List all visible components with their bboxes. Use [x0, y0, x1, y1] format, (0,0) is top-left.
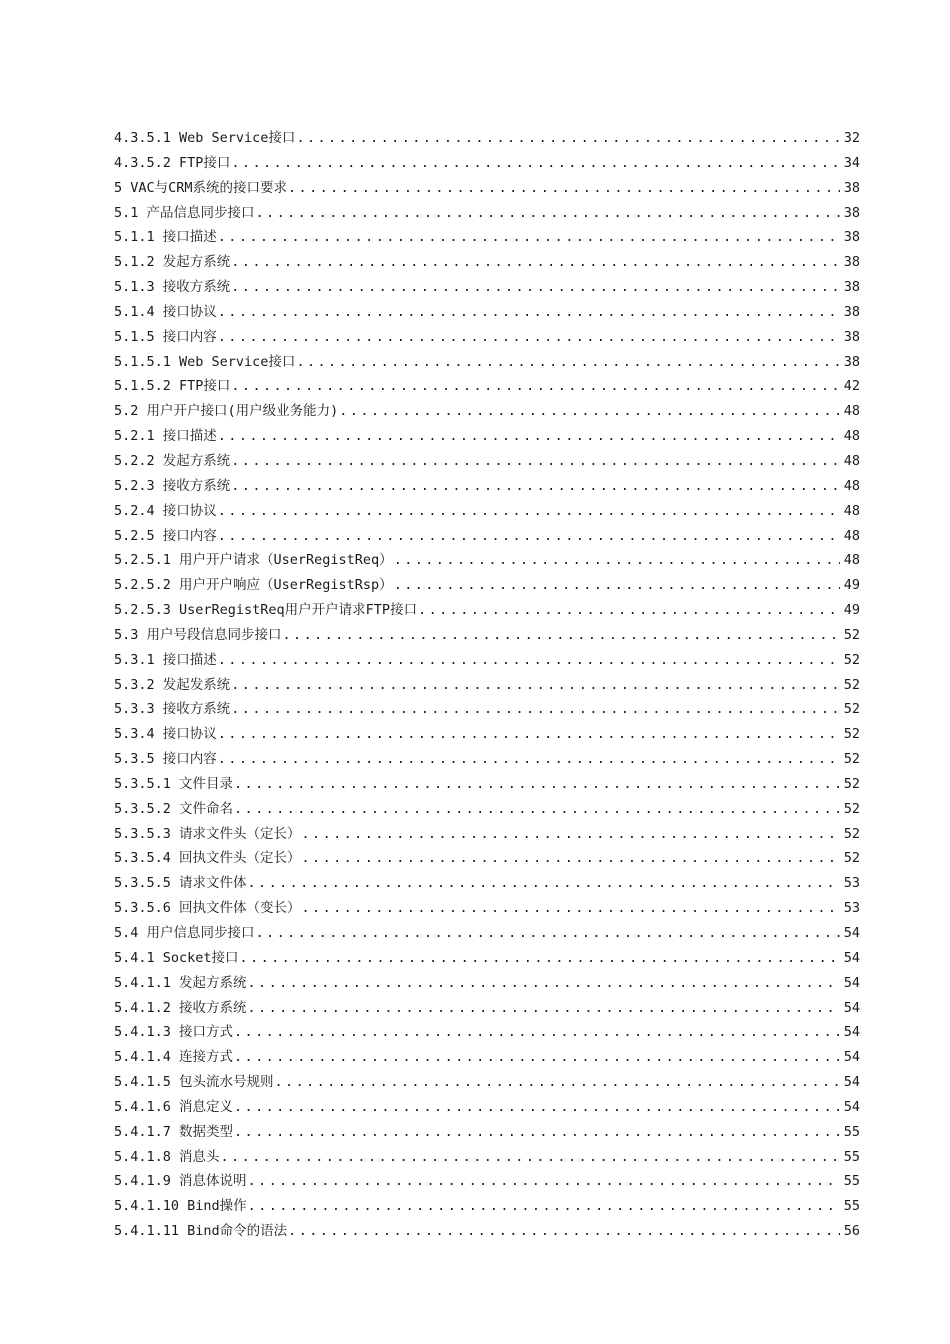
- toc-entry-title: 5.3.5.4 回执文件头（定长）: [114, 850, 301, 867]
- toc-entry-title: 5.2.5.3 UserRegistReq用户开户请求FTP接口: [114, 602, 418, 619]
- toc-entry[interactable]: [114, 524, 860, 549]
- toc-entry[interactable]: [114, 1045, 860, 1070]
- toc-leader-dots: [418, 598, 840, 623]
- toc-entry-page: 55: [843, 1173, 860, 1190]
- toc-entry[interactable]: [114, 921, 860, 946]
- toc-leader-dots: [218, 300, 840, 325]
- toc-entry-page: 52: [843, 626, 860, 643]
- toc-entry-title: 5.4 用户信息同步接口: [114, 925, 255, 941]
- toc-leader-dots: [231, 474, 840, 499]
- toc-entry-page: 54: [843, 999, 860, 1016]
- toc-entry-page: 54: [843, 1074, 860, 1091]
- toc-entry-title: 5.2.3 接收方系统: [114, 477, 231, 494]
- toc-entry-title: 5.3.3 接收方系统: [114, 701, 231, 718]
- toc-entry[interactable]: [114, 747, 860, 772]
- toc-entry-title: 5.2.2 发起方系统: [114, 452, 231, 469]
- toc-leader-dots: [302, 896, 840, 921]
- toc-entry-title: 5.1.4 接口协议: [114, 303, 217, 320]
- toc-entry-title: 5.3.5.6 回执文件体（变长）: [114, 900, 301, 917]
- toc-leader-dots: [394, 573, 840, 598]
- toc-leader-dots: [248, 996, 840, 1021]
- toc-entry-title: 5.4.1.3 接口方式: [114, 1024, 234, 1041]
- toc-leader-dots: [248, 1169, 840, 1194]
- toc-entry-title: 5.1.1 接口描述: [114, 229, 217, 246]
- toc-leader-dots: [248, 971, 840, 996]
- toc-leader-dots: [218, 499, 840, 524]
- toc-entry[interactable]: [114, 548, 860, 573]
- toc-leader-dots: [221, 1145, 840, 1170]
- toc-entry-title: 5.2.5 接口内容: [114, 527, 217, 544]
- toc-entry-page: 52: [843, 651, 860, 668]
- toc-entry-page: 48: [843, 452, 860, 469]
- toc-entry-page: 52: [843, 800, 860, 817]
- toc-entry-page: 38: [843, 279, 860, 296]
- toc-leader-dots: [234, 1045, 840, 1070]
- toc-entry-page: 54: [843, 1024, 860, 1041]
- toc-entry-page: 52: [843, 701, 860, 718]
- toc-leader-dots: [231, 250, 840, 275]
- toc-entry-page: 52: [843, 726, 860, 743]
- toc-entry-page: 48: [843, 428, 860, 445]
- toc-entry[interactable]: [114, 846, 860, 871]
- toc-entry-page: 56: [843, 1223, 860, 1240]
- toc-entry-title: 5.1.5 接口内容: [114, 328, 217, 345]
- toc-leader-dots: [302, 846, 840, 871]
- toc-entry-title: 5.4.1.5 包头流水号规则: [114, 1074, 274, 1091]
- toc-leader-dots: [218, 424, 840, 449]
- toc-entry-title: 5.3.5.1 文件目录: [114, 775, 234, 792]
- toc-entry-page: 38: [843, 353, 860, 370]
- toc-entry-title: 5.3.4 接口协议: [114, 726, 217, 743]
- toc-entry-title: 5.4.1.9 消息体说明: [114, 1173, 247, 1190]
- toc-entry[interactable]: [114, 946, 860, 971]
- toc-entry-title: 5.4.1.4 连接方式: [114, 1049, 234, 1066]
- toc-entry-title: 5.3.5.5 请求文件体: [114, 875, 247, 892]
- toc-entry-title: 5.3.2 发起发系统: [114, 676, 231, 693]
- toc-leader-dots: [248, 871, 840, 896]
- toc-entry-page: 53: [843, 875, 860, 892]
- toc-entry-page: 38: [843, 204, 860, 221]
- toc-entry-page: 55: [843, 1198, 860, 1215]
- toc-entry[interactable]: [114, 474, 860, 499]
- toc-entry-page: 52: [843, 775, 860, 792]
- toc-entry-page: 54: [843, 949, 860, 966]
- toc-leader-dots: [234, 772, 840, 797]
- toc-entry[interactable]: [114, 300, 860, 325]
- toc-leader-dots: [231, 151, 840, 176]
- toc-leader-dots: [231, 374, 840, 399]
- toc-entry[interactable]: [114, 1095, 860, 1120]
- toc-entry[interactable]: [114, 822, 860, 847]
- toc-entry[interactable]: [114, 1070, 860, 1095]
- toc-entry-title: 5.2 用户开户接口(用户级业务能力): [114, 403, 339, 420]
- toc-entry[interactable]: [114, 598, 860, 623]
- toc-entry[interactable]: [114, 374, 860, 399]
- toc-entry-page: 48: [843, 403, 860, 420]
- toc-entry-page: 54: [843, 974, 860, 991]
- toc-leader-dots: [218, 325, 840, 350]
- toc-entry-title: 5.3.5.2 文件命名: [114, 800, 234, 817]
- toc-leader-dots: [218, 225, 840, 250]
- toc-entry-page: 54: [843, 1098, 860, 1115]
- toc-entry[interactable]: [114, 1120, 860, 1145]
- toc-entry-title: 5.4.1.2 接收方系统: [114, 999, 247, 1016]
- toc-entry-title: 5.2.5.1 用户开户请求（UserRegistReq）: [114, 552, 393, 569]
- toc-leader-dots: [218, 648, 840, 673]
- toc-leader-dots: [288, 176, 840, 201]
- toc-entry[interactable]: [114, 151, 860, 176]
- toc-entry[interactable]: [114, 996, 860, 1021]
- toc-entry-title: 5.3.5 接口内容: [114, 751, 217, 768]
- toc-entry[interactable]: [114, 797, 860, 822]
- toc-entry[interactable]: [114, 1169, 860, 1194]
- toc-entry[interactable]: [114, 1020, 860, 1045]
- toc-entry[interactable]: [114, 673, 860, 698]
- toc-leader-dots: [234, 1020, 840, 1045]
- toc-entry[interactable]: [114, 424, 860, 449]
- toc-entry-title: 5.4.1.11 Bind命令的语法: [114, 1223, 288, 1240]
- toc-leader-dots: [288, 1219, 840, 1244]
- toc-entry[interactable]: [114, 573, 860, 598]
- toc-entry[interactable]: [114, 1194, 860, 1219]
- toc-entry[interactable]: [114, 1145, 860, 1170]
- toc-entry-page: 53: [843, 900, 860, 917]
- toc-leader-dots: [296, 126, 840, 151]
- toc-entry-title: 5.1.5.1 Web Service接口: [114, 353, 296, 370]
- toc-leader-dots: [275, 1070, 840, 1095]
- toc-entry-title: 5.3 用户号段信息同步接口: [114, 626, 282, 643]
- toc-entry[interactable]: [114, 225, 860, 250]
- toc-entry-page: 54: [843, 1049, 860, 1066]
- toc-entry-title: 5.3.1 接口描述: [114, 651, 217, 668]
- toc-leader-dots: [339, 399, 840, 424]
- toc-entry-title: 5.4.1 Socket接口: [114, 949, 239, 966]
- toc-leader-dots: [231, 275, 840, 300]
- toc-leader-dots: [231, 697, 840, 722]
- toc-entry[interactable]: [114, 126, 860, 151]
- toc-entry-page: 54: [843, 925, 860, 941]
- toc-entry[interactable]: [114, 275, 860, 300]
- toc-entry-page: 55: [843, 1123, 860, 1140]
- toc-entry-page: 55: [843, 1148, 860, 1165]
- toc-leader-dots: [218, 747, 840, 772]
- toc-entry-title: 5.1.5.2 FTP接口: [114, 378, 231, 395]
- toc-entry-title: 5.2.5.2 用户开户响应（UserRegistRsp）: [114, 577, 393, 594]
- toc-entry-page: 52: [843, 751, 860, 768]
- toc-entry-page: 52: [843, 850, 860, 867]
- toc-entry-page: 38: [843, 179, 860, 196]
- toc-entry-title: 5.1.3 接收方系统: [114, 279, 231, 296]
- toc-leader-dots: [394, 548, 840, 573]
- toc-entry-title: 4.3.5.1 Web Service接口: [114, 130, 296, 146]
- toc-leader-dots: [302, 822, 840, 847]
- toc-entry[interactable]: [114, 399, 860, 424]
- toc-entry-title: 5.4.1.10 Bind操作: [114, 1198, 247, 1215]
- toc-entry-page: 34: [843, 154, 860, 171]
- toc-entry[interactable]: [114, 250, 860, 275]
- toc-leader-dots: [218, 722, 840, 747]
- toc-entry[interactable]: [114, 648, 860, 673]
- toc-leader-dots: [234, 1095, 840, 1120]
- toc-entry[interactable]: [114, 623, 860, 648]
- table-of-contents: [114, 126, 860, 1244]
- toc-entry[interactable]: [114, 350, 860, 375]
- toc-entry-title: 5.4.1.8 消息头: [114, 1148, 220, 1165]
- toc-entry-page: 38: [843, 303, 860, 320]
- toc-leader-dots: [248, 1194, 840, 1219]
- toc-entry-title: 5.1.2 发起方系统: [114, 254, 231, 271]
- toc-leader-dots: [231, 449, 840, 474]
- toc-entry[interactable]: [114, 449, 860, 474]
- toc-leader-dots: [283, 623, 840, 648]
- toc-leader-dots: [240, 946, 840, 971]
- toc-entry-page: 52: [843, 825, 860, 842]
- toc-entry-title: 4.3.5.2 FTP接口: [114, 154, 231, 171]
- toc-entry-page: 38: [843, 328, 860, 345]
- toc-entry-title: 5.4.1.7 数据类型: [114, 1123, 234, 1140]
- toc-entry[interactable]: [114, 697, 860, 722]
- toc-entry[interactable]: [114, 1219, 860, 1244]
- toc-leader-dots: [296, 350, 840, 375]
- toc-leader-dots: [218, 524, 840, 549]
- toc-entry[interactable]: [114, 896, 860, 921]
- toc-entry[interactable]: [114, 971, 860, 996]
- toc-entry-title: 5.4.1.6 消息定义: [114, 1098, 234, 1115]
- toc-entry-page: 38: [843, 254, 860, 271]
- toc-leader-dots: [256, 201, 840, 226]
- toc-entry-title: 5.3.5.3 请求文件头（定长）: [114, 825, 301, 842]
- toc-entry-page: 48: [843, 502, 860, 519]
- toc-entry[interactable]: [114, 772, 860, 797]
- toc-entry[interactable]: [114, 722, 860, 747]
- toc-entry-page: 32: [843, 130, 860, 146]
- toc-entry-title: 5 VAC与CRM系统的接口要求: [114, 179, 288, 196]
- toc-entry-page: 48: [843, 477, 860, 494]
- toc-entry-title: 5.2.4 接口协议: [114, 502, 217, 519]
- toc-entry-page: 49: [843, 602, 860, 619]
- toc-leader-dots: [234, 1120, 840, 1145]
- toc-entry-title: 5.4.1.1 发起方系统: [114, 974, 247, 991]
- toc-entry-page: 38: [843, 229, 860, 246]
- toc-leader-dots: [231, 673, 840, 698]
- toc-entry-page: 49: [843, 577, 860, 594]
- toc-leader-dots: [234, 797, 840, 822]
- toc-entry-title: 5.2.1 接口描述: [114, 428, 217, 445]
- toc-entry-page: 48: [843, 552, 860, 569]
- toc-entry-page: 48: [843, 527, 860, 544]
- toc-entry[interactable]: [114, 871, 860, 896]
- toc-entry[interactable]: [114, 499, 860, 524]
- toc-entry[interactable]: [114, 176, 860, 201]
- toc-leader-dots: [256, 921, 840, 946]
- toc-entry-title: 5.1 产品信息同步接口: [114, 204, 255, 221]
- toc-entry-page: 42: [843, 378, 860, 395]
- toc-entry[interactable]: [114, 325, 860, 350]
- toc-entry-page: 52: [843, 676, 860, 693]
- toc-entry[interactable]: [114, 201, 860, 226]
